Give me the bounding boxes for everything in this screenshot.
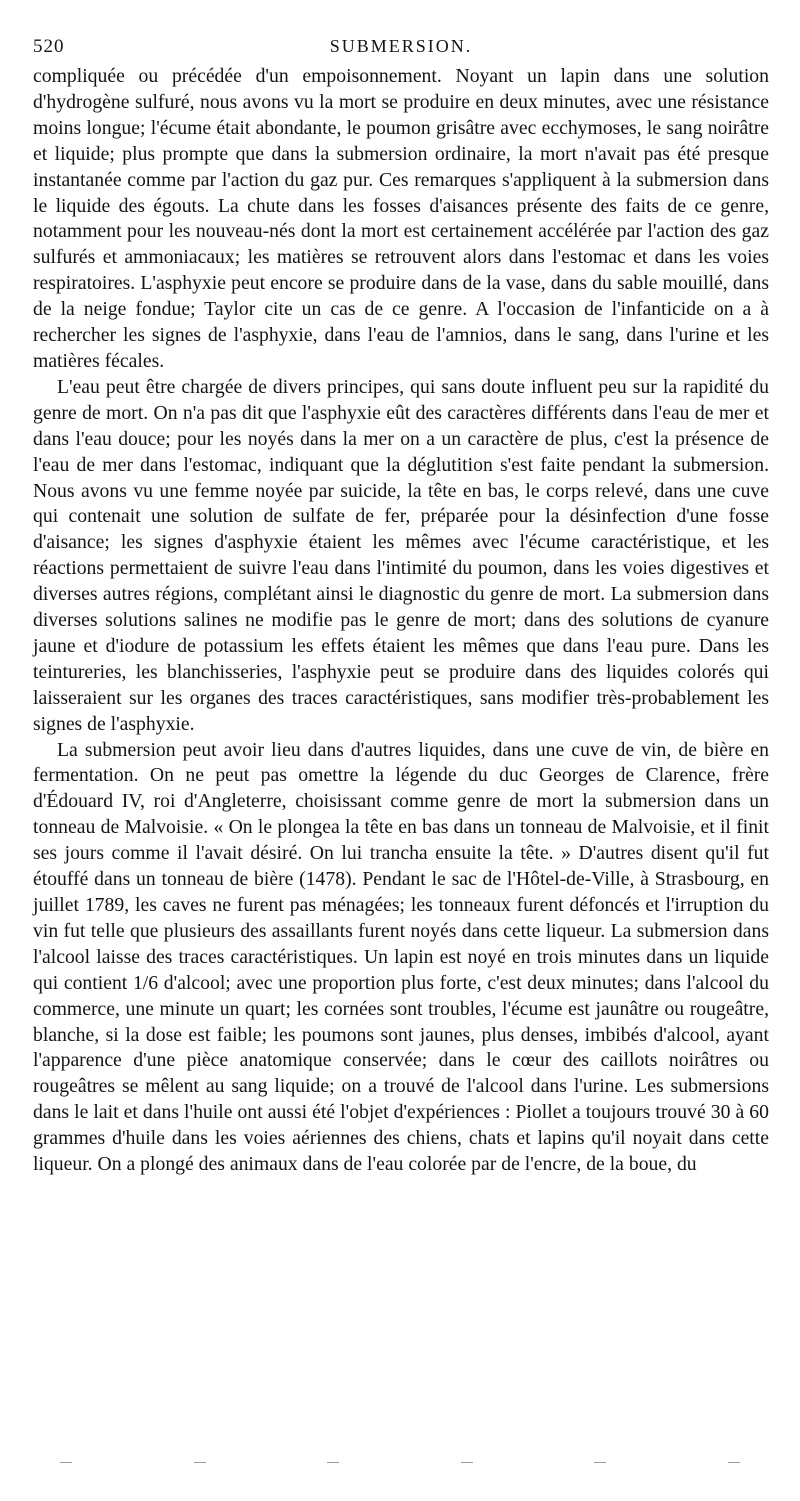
page-edge-marks: [60, 1462, 740, 1468]
book-page: [33, 30, 769, 1178]
running-title: SUBMERSION.: [329, 36, 473, 56]
paragraph-continued: compliquée ou précédée d'un empoisonnement. Noyant un lapin dans une solution d'hydrogène sulfuré, nous avons vu la mort se produire en deux minutes, avec une résistance moins longue; l'écume était abondante, le poumon grisâtre avec ecchymoses, le sang noirâtre et liquide; plus prompte que dans la submersion ordinaire, la mort n'avait pas été presque instantanée comme par l'action du gaz pur. Ces remarques s'appliquent à la submersion dans le liquide des égouts. La chute dans les fosses d'aisances présente des faits de ce genre, notamment pour les nouveau-nés dont la mort est certainement accélérée par l'action des gaz sulfurés et ammoniacaux; les matières se retrouvent alors dans l'estomac et dans les voies respiratoires. L'asphyxie peut encore se produire dans de la vase, dans du sable mouillé, dans de la neige fondue; Taylor cite un cas de ce genre. A l'occasion de l'infanticide on a à rechercher les signes de l'asphyxie, dans l'eau de l'amnios, dans le sang, dans l'urine et les matières fécales.: [33, 65, 769, 372]
page-number: 520: [33, 36, 65, 57]
edge-mark: [461, 1462, 473, 1463]
edge-mark: [194, 1462, 206, 1463]
edge-mark: [594, 1462, 606, 1463]
body-text: [33, 64, 769, 1178]
paragraph-other-liquids: La submersion peut avoir lieu dans d'autres liquides, dans une cuve de vin, de bière en fermentation. On ne peut pas omettre la légende du duc Georges de Clarence, frère d'Édouard IV, roi d'Angleterre, choisissant comme genre de mort la submersion dans un tonneau de Malvoisie. « On le plongea la tête en bas dans un tonneau de Malvoisie, et il finit ses jours comme il l'avait désiré. On lui trancha ensuite la tête. » D'autres disent qu'il fut étouffé dans un tonneau de bière (1478). Pendant le sac de l'Hôtel-de-Ville, à Strasbourg, en juillet 1789, les caves ne furent pas ménagées; les tonneaux furent défoncés et l'irruption du vin fut telle que plusieurs des assaillants furent noyés dans cette liqueur. La submersion dans l'alcool laisse des traces caractéristiques. Un lapin est noyé en trois minutes dans un liquide qui contient 1/6 d'alcool; avec une proportion plus forte, c'est deux minutes; dans l'alcool du commerce, une minute un quart; les cornées sont troubles, l'écume est jaunâtre ou rougeâtre, blanche, si la dose est faible; les poumons sont jaunes, plus denses, imbibés d'alcool, ayant l'apparence d'une pièce anatomique conservée; dans le cœur des caillots noirâtres ou rougeâtres se mêlent au sang liquide; on a trouvé de l'alcool dans l'urine. Les submersions dans le lait et dans l'huile ont aussi été l'objet d'expériences : Piollet a toujours trouvé 30 à 60 grammes d'huile dans les voies aériennes des chiens, chats et lapins qu'il noyait dans cette liqueur. On a plongé des animaux dans de l'eau colorée par de l'encre, de la boue, du: [33, 738, 769, 1176]
edge-mark: [327, 1462, 339, 1463]
running-header: [33, 30, 769, 64]
edge-mark: [60, 1462, 72, 1463]
paragraph-water-principles: L'eau peut être chargée de divers principes, qui sans doute influent peu sur la rapidité du genre de mort. On n'a pas dit que l'asphyxie eût des caractères différents dans l'eau de mer et dans l'eau douce; pour les noyés dans la mer on a un caractère de plus, c'est la présence de l'eau de mer dans l'estomac, indiquant que la déglutition s'est faite pendant la submersion. Nous avons vu une femme noyée par suicide, la tête en bas, le corps relevé, dans une cuve qui contenait une solution de sulfate de fer, préparée pour la désinfection d'une fosse d'aisance; les signes d'asphyxie étaient les mêmes avec l'écume caractéristique, et les réactions permettaient de suivre l'eau dans l'intimité du poumon, dans les voies digestives et diverses autres régions, complétant ainsi le diagnostic du genre de mort. La submersion dans diverses solutions salines ne modifie pas le genre de mort; dans des solutions de cyanure jaune et d'iodure de potassium les effets étaient les mêmes que dans l'eau pure. Dans les teintureries, les blanchisseries, l'asphyxie peut se produire dans des liquides colorés qui laisseraient sur les organes des traces caractéristiques, sans modifier très-probablement les signes de l'asphyxie.: [33, 375, 769, 735]
edge-mark: [728, 1462, 740, 1463]
